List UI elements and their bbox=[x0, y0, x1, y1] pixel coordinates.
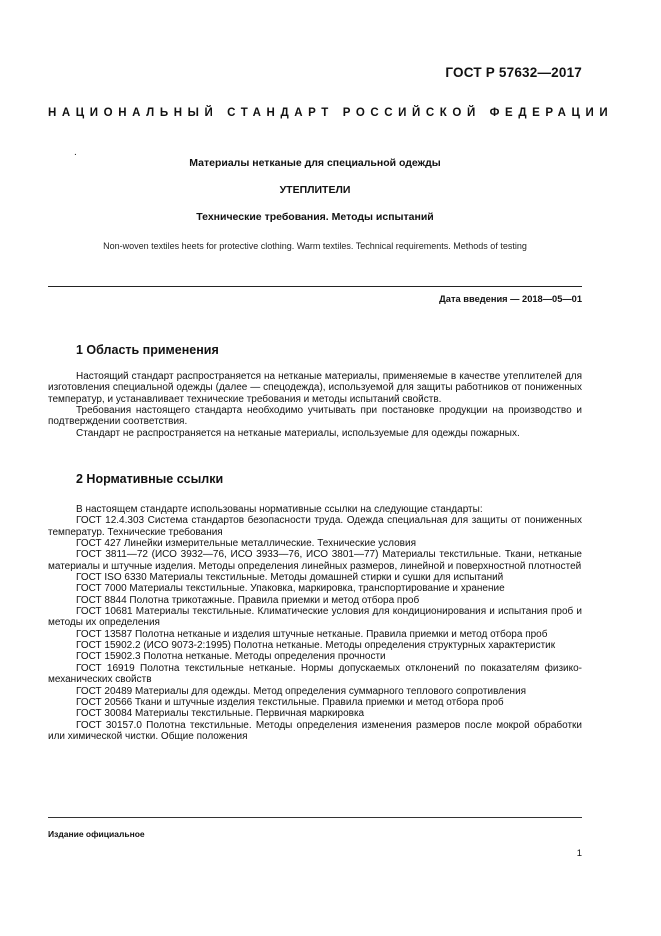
stray-dot: . bbox=[74, 147, 77, 158]
official-edition-label: Издание официальное bbox=[48, 829, 145, 839]
reference-item: ГОСТ 3811—72 (ИСО 3932—76, ИСО 3933—76, ИСО 3801—77) Материалы текстильные. Ткани, нетканые материалы и штучные изделия. Методы определения линейных размеров, линейной и поверхностной плотностей bbox=[48, 549, 582, 572]
title-line-1: Материалы нетканые для специальной одежды bbox=[189, 157, 441, 169]
reference-item: ГОСТ 20566 Ткани и штучные изделия текстильные. Правила приемки и метод отбора проб bbox=[76, 696, 504, 708]
section-2-body bbox=[48, 504, 582, 742]
reference-item: ГОСТ 30084 Материалы текстильные. Первичная маркировка bbox=[76, 708, 365, 720]
reference-item: ГОСТ 427 Линейки измерительные металлические. Технические условия bbox=[76, 538, 416, 550]
reference-item: ГОСТ 8844 Полотна трикотажные. Правила приемки и метод отбора проб bbox=[76, 594, 420, 606]
reference-item: ГОСТ ISO 6330 Материалы текстильные. Методы домашней стирки и сушки для испытаний bbox=[76, 572, 504, 584]
title-divider bbox=[48, 286, 582, 287]
section-1-body bbox=[48, 371, 582, 439]
section-1-title: 1 Область применения bbox=[76, 343, 219, 357]
document-number: ГОСТ Р 57632—2017 bbox=[445, 65, 582, 80]
title-line-2: УТЕПЛИТЕЛИ bbox=[279, 184, 351, 196]
reference-item: ГОСТ 15902.3 Полотна нетканые. Методы определения прочности bbox=[76, 651, 386, 663]
paragraph: Стандарт не распространяется на нетканые материалы, используемые для одежды пожарных. bbox=[76, 427, 520, 439]
title-line-3: Технические требования. Методы испытаний bbox=[196, 211, 434, 223]
reference-item: ГОСТ 16919 Полотна текстильные нетканые. Нормы допускаемых отклонений по показателям физико-механических свойств bbox=[48, 662, 582, 686]
reference-item: ГОСТ 7000 Материалы текстильные. Упаковка, маркировка, транспортирование и хранение bbox=[76, 583, 505, 595]
paragraph: Требования настоящего стандарта необходимо учитывать при постановке продукции на производство и подтверждении соответствия. bbox=[48, 405, 582, 428]
reference-item: ГОСТ 13587 Полотна нетканые и изделия штучные нетканые. Правила приемки и метод отбора проб bbox=[76, 628, 548, 640]
paragraph: В настоящем стандарте использованы нормативные ссылки на следующие стандарты: bbox=[76, 504, 483, 515]
reference-item: ГОСТ 30157.0 Полотна текстильные. Методы определения изменения размеров после мокрой обработки или химической чистки. Общие положения bbox=[48, 719, 582, 742]
paragraph: Настоящий стандарт распространяется на нетканые материалы, применяемые в качестве утеплителей для изготовления специальной одежды (далее — спецодежда), используемой для защиты работников от пониженных температур, и устанавливает технические требования и методы испытаний свойств. bbox=[48, 371, 582, 405]
reference-item: ГОСТ 20489 Материалы для одежды. Метод определения суммарного теплового сопротивления bbox=[76, 685, 527, 697]
reference-item: ГОСТ 15902.2 (ИСО 9073-2:1995) Полотна нетканые. Методы определения структурных характеристик bbox=[76, 640, 556, 652]
introduction-date: Дата введения — 2018—05—01 bbox=[439, 294, 582, 304]
section-2-title: 2 Нормативные ссылки bbox=[76, 472, 224, 486]
reference-item: ГОСТ 12.4.303 Система стандартов безопасности труда. Одежда специальная для защиты от пониженных температур. Технические требования bbox=[48, 515, 582, 538]
footer-divider bbox=[48, 817, 582, 818]
reference-item: ГОСТ 10681 Материалы текстильные. Климатические условия для кондиционирования и испытания проб и методы их определения bbox=[48, 606, 582, 629]
english-title: Non-woven textiles heets for protective clothing. Warm textiles. Technical requirements. Methods of testing bbox=[103, 241, 527, 251]
page-number: 1 bbox=[576, 848, 582, 859]
national-standard-heading: НАЦИОНАЛЬНЫЙ СТАНДАРТ РОССИЙСКОЙ ФЕДЕРАЦИИ bbox=[48, 107, 614, 119]
